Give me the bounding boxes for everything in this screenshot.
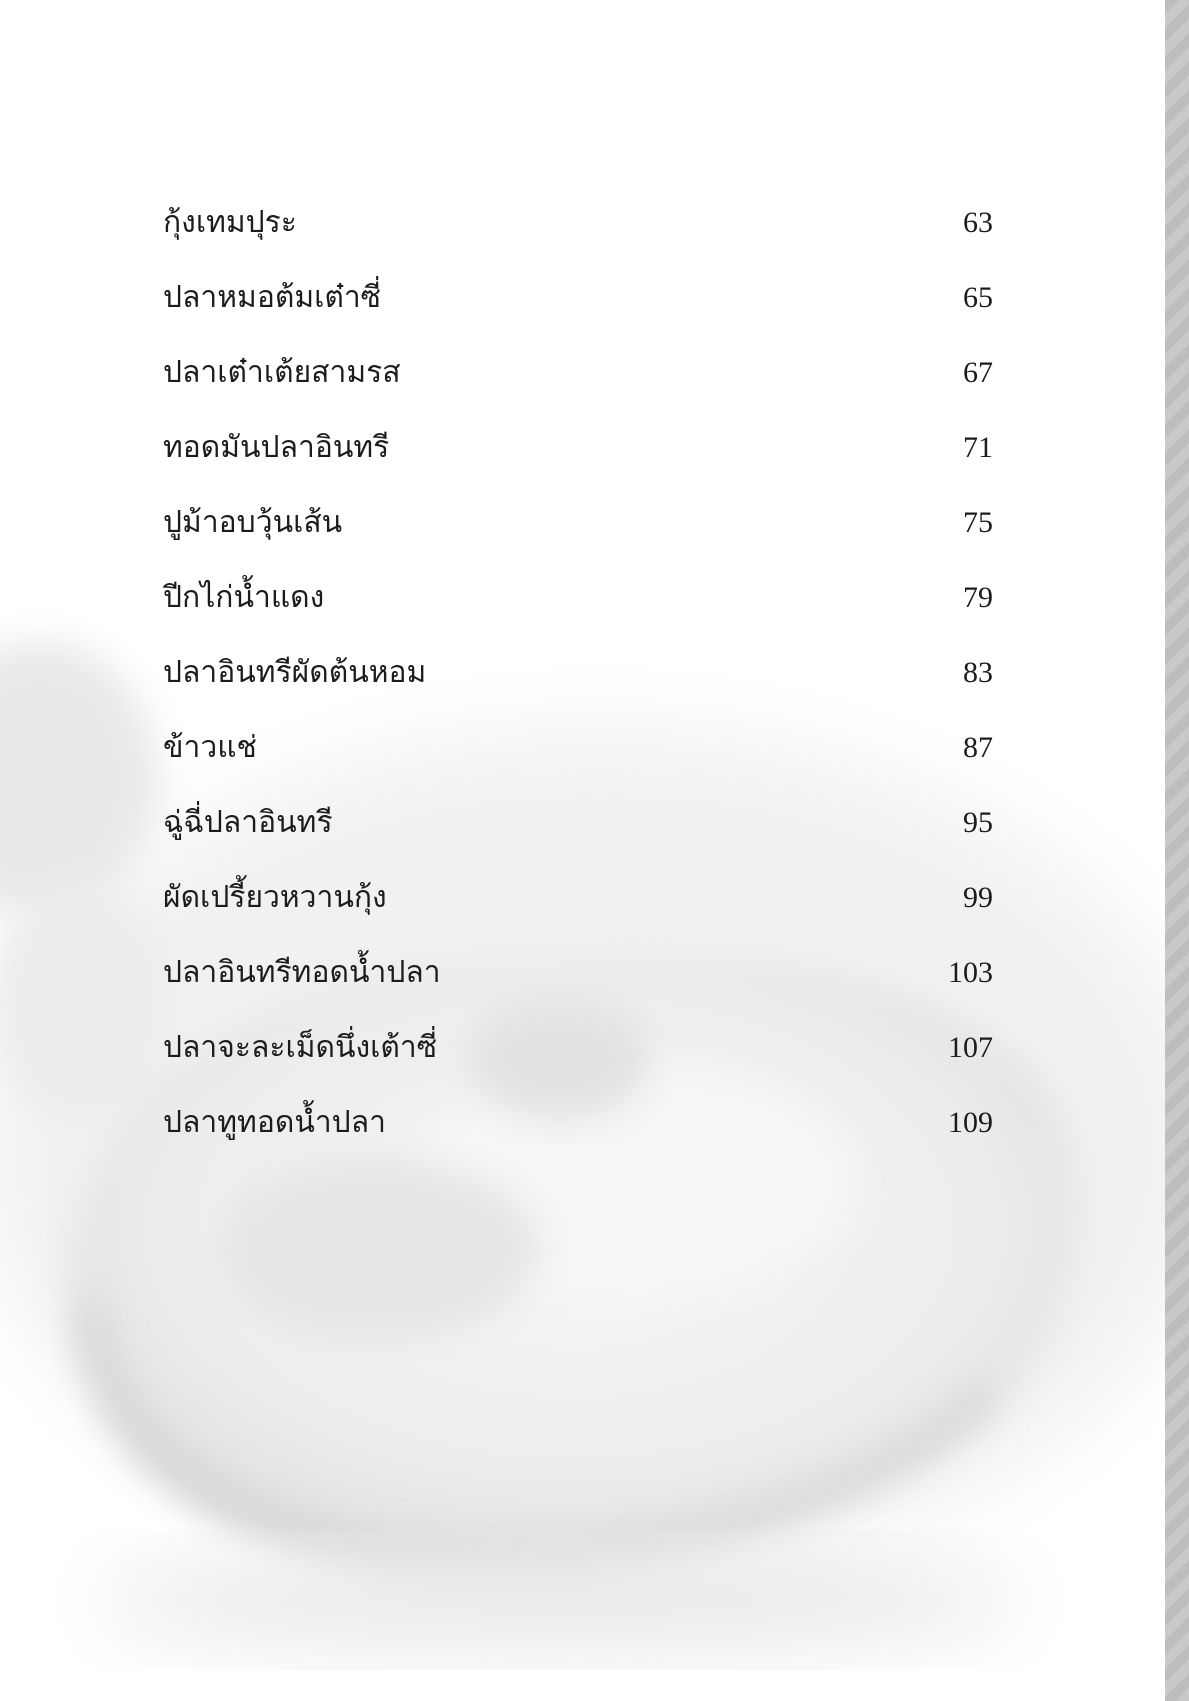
page-edge-strip	[1165, 0, 1189, 1701]
toc-entry-title: ปีกไก่น้ำแดง	[163, 580, 325, 615]
toc-entry[interactable]	[163, 485, 993, 560]
toc-entry-page: 95	[963, 805, 993, 839]
toc-entry-title: ปลาเต๋าเต้ยสามรส	[163, 355, 401, 390]
toc-entry-title: ทอดมันปลาอินทรี	[163, 430, 390, 465]
toc-entry-page: 87	[963, 730, 993, 764]
toc-entry-title: ฉู่ฉี่ปลาอินทรี	[163, 805, 333, 840]
toc-entry-title: ปลาจะละเม็ดนึ่งเต้าซี่	[163, 1030, 438, 1065]
toc-entry-page: 99	[963, 880, 993, 914]
toc-entry-title: กุ้งเทมปุระ	[163, 205, 297, 240]
toc-entry[interactable]	[163, 260, 993, 335]
toc-entry-page: 109	[948, 1105, 993, 1139]
toc-entry-page: 75	[963, 505, 993, 539]
table-of-contents	[163, 185, 993, 1160]
toc-entry-page: 71	[963, 430, 993, 464]
toc-entry[interactable]	[163, 935, 993, 1010]
toc-entry[interactable]	[163, 1085, 993, 1160]
toc-entry-page: 63	[963, 205, 993, 239]
toc-entry[interactable]	[163, 410, 993, 485]
toc-entry-title: ผัดเปรี้ยวหวานกุ้ง	[163, 880, 387, 915]
toc-entry-title: ข้าวแช่	[163, 730, 257, 765]
toc-entry[interactable]	[163, 560, 993, 635]
toc-entry[interactable]	[163, 1010, 993, 1085]
toc-entry[interactable]	[163, 635, 993, 710]
toc-entry[interactable]	[163, 785, 993, 860]
toc-entry[interactable]	[163, 335, 993, 410]
toc-entry-page: 65	[963, 280, 993, 314]
toc-entry-title: ปลาทูทอดน้ำปลา	[163, 1105, 386, 1140]
toc-entry-page: 103	[948, 955, 993, 989]
toc-entry-page: 107	[948, 1030, 993, 1064]
toc-entry[interactable]	[163, 710, 993, 785]
toc-entry[interactable]	[163, 185, 993, 260]
toc-entry-page: 79	[963, 580, 993, 614]
toc-entry-page: 67	[963, 355, 993, 389]
toc-entry-title: ปลาอินทรีทอดน้ำปลา	[163, 955, 441, 990]
toc-entry-title: ปูม้าอบวุ้นเส้น	[163, 505, 343, 540]
toc-entry[interactable]	[163, 860, 993, 935]
toc-entry-title: ปลาหมอต้มเต๋าซี่	[163, 280, 382, 315]
toc-entry-page: 83	[963, 655, 993, 689]
toc-entry-title: ปลาอินทรีผัดต้นหอม	[163, 655, 427, 690]
